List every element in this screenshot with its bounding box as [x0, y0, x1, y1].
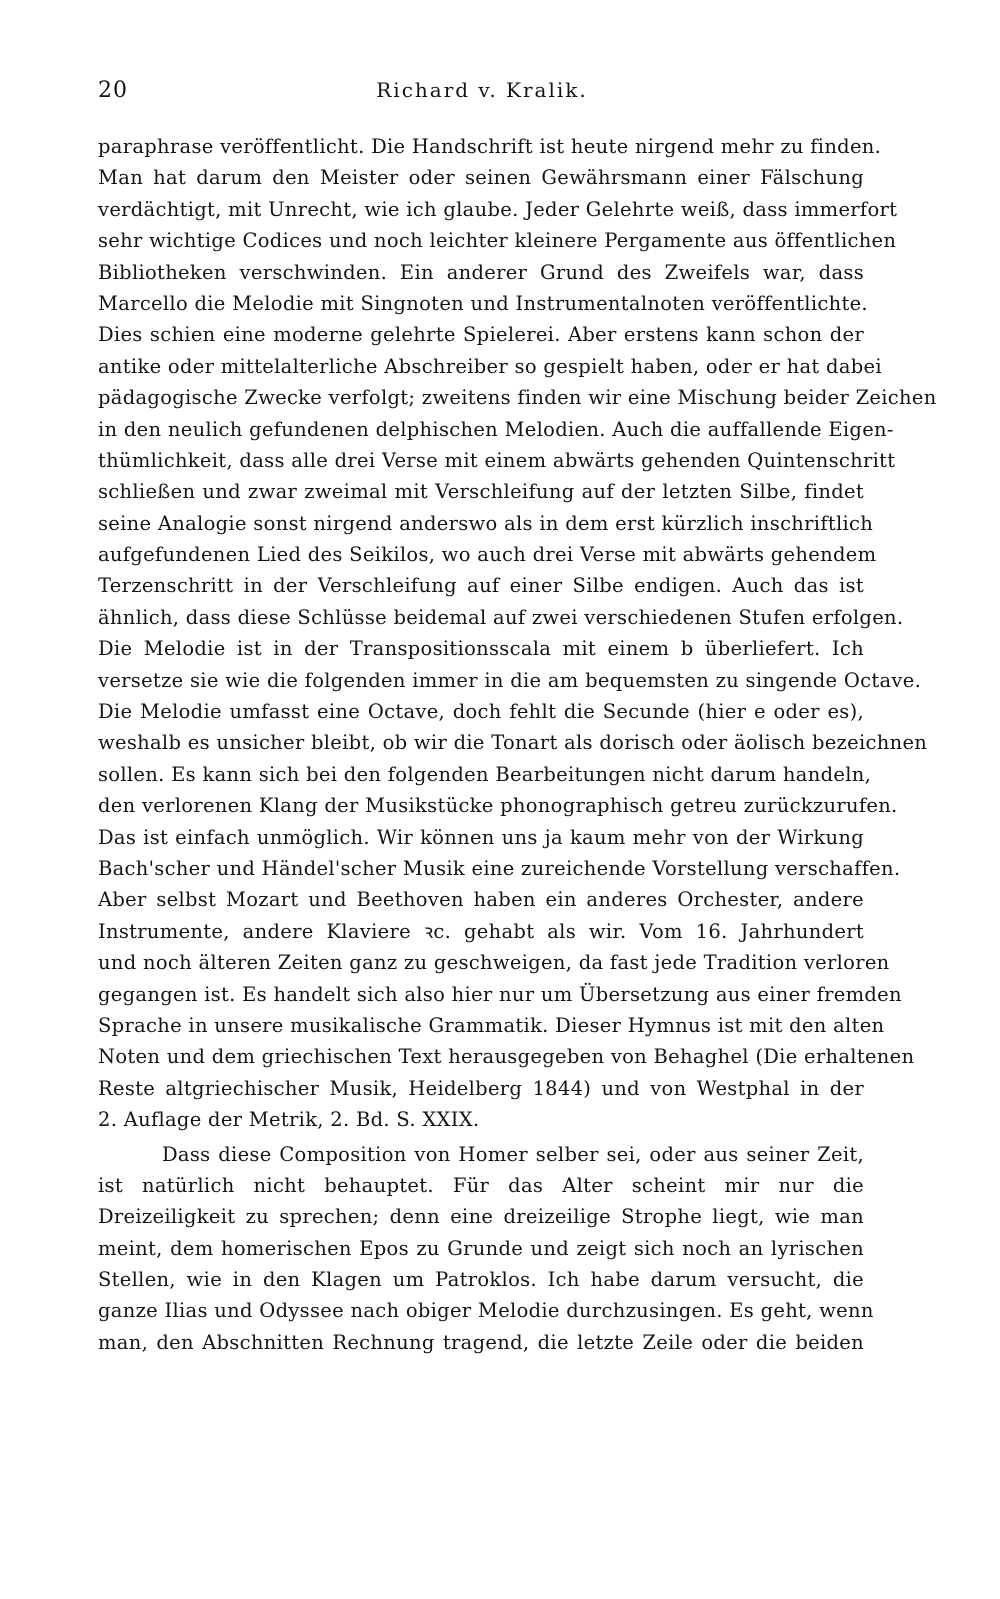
- text-line: Sprache in unsere musikalische Grammatik. Dieser Hymnus ist mit den alten: [98, 1013, 885, 1037]
- text-line: ganze Ilias und Odyssee nach obiger Melodie durchzusingen. Es geht, wenn: [98, 1299, 874, 1323]
- text-line: Die Melodie ist in der Transpositionsscala mit einem b überliefert. Ich: [98, 637, 864, 661]
- text-line: Instrumente, andere Klaviere ꝛc. gehabt als wir. Vom 16. Jahrhundert: [98, 919, 864, 943]
- text-line: versetze sie wie die folgenden immer in die am bequemsten zu singende Octave.: [98, 668, 922, 692]
- text-line: Noten und dem griechischen Text herausgegeben von Behaghel (Die erhaltenen: [98, 1045, 915, 1069]
- text-line: pädagogische Zwecke verfolgt; zweitens finden wir eine Mischung beider Zeichen: [98, 386, 937, 410]
- text-line: sollen. Es kann sich bei den folgenden Bearbeitungen nicht darum handeln,: [98, 762, 872, 786]
- text-line: den verlorenen Klang der Musikstücke phonographisch getreu zurückzurufen.: [98, 794, 898, 818]
- text-line: und noch älteren Zeiten ganz zu geschweigen, da fast jede Tradition verloren: [98, 951, 890, 975]
- text-line: Bach'scher und Händel'scher Musik eine zureichende Vorstellung verschaffen.: [98, 856, 901, 880]
- text-line: Dass diese Composition von Homer selber sei, oder aus seiner Zeit,: [162, 1142, 864, 1166]
- paragraph-1: [98, 131, 937, 1136]
- page-number: 20: [98, 78, 128, 103]
- text-line: ähnlich, dass diese Schlüsse beidemal auf zwei verschiedenen Stufen erfolgen.: [98, 605, 904, 629]
- text-line: weshalb es unsicher bleibt, ob wir die Tonart als dorisch oder äolisch bezeichnen: [98, 731, 928, 755]
- text-line: Bibliotheken verschwinden. Ein anderer Grund des Zweifels war, dass: [98, 260, 864, 284]
- text-line: man, den Abschnitten Rechnung tragend, die letzte Zeile oder die beiden: [98, 1330, 864, 1354]
- text-line: sehr wichtige Codices und noch leichter kleinere Pergamente aus öffentlichen: [98, 229, 897, 253]
- paragraph-2: [98, 1139, 874, 1359]
- text-line: aufgefundenen Lied des Seikilos, wo auch drei Verse mit abwärts gehendem: [98, 543, 877, 567]
- text-line: Terzenschritt in der Verschleifung auf einer Silbe endigen. Auch das ist: [98, 574, 864, 598]
- text-line: Dies schien eine moderne gelehrte Spielerei. Aber erstens kann schon der: [98, 323, 864, 347]
- text-line: in den neulich gefundenen delphischen Melodien. Auch die auffallende Eigen-: [98, 417, 894, 441]
- text-line: Das ist einfach unmöglich. Wir können uns ja kaum mehr von der Wirkung: [98, 825, 864, 849]
- text-line: ist natürlich nicht behauptet. Für das Alter scheint mir nur die: [98, 1173, 864, 1197]
- text-line: schließen und zwar zweimal mit Verschleifung auf der letzten Silbe, findet: [98, 480, 864, 504]
- text-line: seine Analogie sonst nirgend anderswo als in dem erst kürzlich inschriftlich: [98, 511, 874, 535]
- text-line: Aber selbst Mozart und Beethoven haben ein anderes Orchester, andere: [98, 888, 864, 912]
- text-line: 2. Auflage der Metrik, 2. Bd. S. XXIX.: [98, 1108, 480, 1132]
- text-line: Marcello die Melodie mit Singnoten und Instrumentalnoten veröffentlichte.: [98, 291, 868, 315]
- text-line: verdächtigt, mit Unrecht, wie ich glaube. Jeder Gelehrte weiß, dass immerfort: [98, 197, 898, 221]
- text-line: antike oder mittelalterliche Abschreiber so gespielt haben, oder er hat dabei: [98, 354, 882, 378]
- text-line: Stellen, wie in den Klagen um Patroklos. Ich habe darum versucht, die: [98, 1268, 864, 1292]
- text-line: Dreizeiligkeit zu sprechen; denn eine dreizeilige Strophe liegt, wie man: [98, 1205, 864, 1229]
- text-line: Reste altgriechischer Musik, Heidelberg 1844) und von Westphal in der: [98, 1076, 864, 1100]
- text-line: Man hat darum den Meister oder seinen Gewährsmann einer Fälschung: [98, 166, 864, 190]
- text-line: Die Melodie umfasst eine Octave, doch fehlt die Secunde (hier e oder es),: [98, 700, 864, 724]
- text-line: meint, dem homerischen Epos zu Grunde und zeigt sich noch an lyrischen: [98, 1236, 864, 1260]
- page-header: [98, 78, 866, 108]
- page-body: [98, 131, 937, 1358]
- text-line: paraphrase veröffentlicht. Die Handschrift ist heute nirgend mehr zu finden.: [98, 135, 882, 158]
- text-line: gegangen ist. Es handelt sich also hier nur um Übersetzung aus einer fremden: [98, 982, 902, 1006]
- text-line: thümlichkeit, dass alle drei Verse mit einem abwärts gehenden Quintenschritt: [98, 448, 896, 472]
- running-head: Richard v. Kralik.: [376, 78, 588, 102]
